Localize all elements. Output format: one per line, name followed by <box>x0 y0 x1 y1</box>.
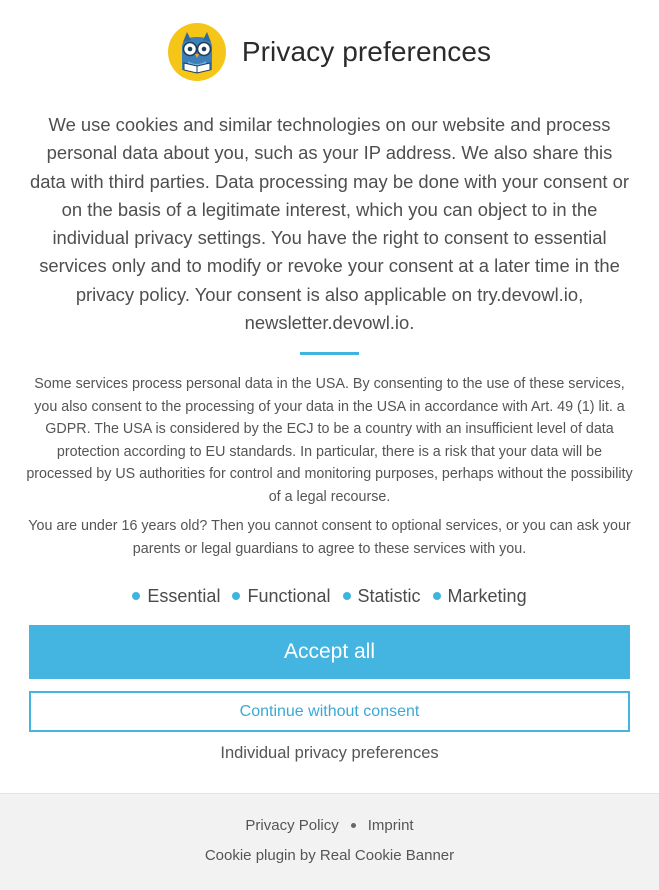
bullet-dot-icon <box>343 592 351 600</box>
age-notice: You are under 16 years old? Then you cannot consent to optional services, or you can ask your parents or legal guardians to agree to these services with you. <box>28 518 631 557</box>
individual-privacy-preferences-link[interactable]: Individual privacy preferences <box>220 744 439 762</box>
owl-logo-icon <box>168 23 226 81</box>
separator-dot-icon <box>351 823 356 828</box>
usa-data-transfer-notice: Some services process personal data in the USA. By consenting to the use of these services, you also consent to the processing of your data in the USA in accordance with Art. 49 (1) lit. a GDPR. The USA is considered by the ECJ to be a country with an insufficient level of data protection according to EU standards. In particular, there is a risk that your data will be processed by US authorities for control and monitoring purposes, perhaps without the possibility of a legal recourse. <box>26 376 633 505</box>
section-divider <box>300 352 359 355</box>
bullet-dot-icon <box>232 592 240 600</box>
group-label: Essential <box>147 585 221 606</box>
service-groups-list <box>0 582 659 610</box>
bullet-dot-icon <box>132 592 140 600</box>
dialog-header <box>0 22 659 82</box>
powered-by-link[interactable]: Cookie plugin by Real Cookie Banner <box>204 847 455 864</box>
imprint-link[interactable]: Imprint <box>367 817 414 834</box>
footer-links <box>0 817 659 834</box>
group-label: Marketing <box>447 585 527 606</box>
privacy-policy-link[interactable]: Privacy Policy <box>245 817 339 834</box>
intro-text: We use cookies and similar technologies on our website and process personal data about you, such as your IP address. We also share this data with third parties. Data processing may be done with your consent or on the basis of a legitimate interest, which you can object to in the individual privacy settings. You have the right to consent to essential services only and to modify or revoke your consent at a later time in the privacy policy. Your consent is also applicable on try.devowl.io, newsletter.devowl.io. <box>29 114 630 334</box>
dialog-footer <box>0 793 659 890</box>
continue-without-consent-button[interactable]: Continue without consent <box>29 691 630 732</box>
group-label: Statistic <box>357 585 421 606</box>
group-item-functional <box>232 586 330 607</box>
group-item-marketing <box>433 586 527 607</box>
group-item-statistic <box>343 586 421 607</box>
group-item-essential <box>132 586 220 607</box>
dialog-title: Privacy preferences <box>241 36 492 67</box>
group-label: Functional <box>247 585 331 606</box>
bullet-dot-icon <box>433 592 441 600</box>
accept-all-button[interactable]: Accept all <box>29 625 630 679</box>
